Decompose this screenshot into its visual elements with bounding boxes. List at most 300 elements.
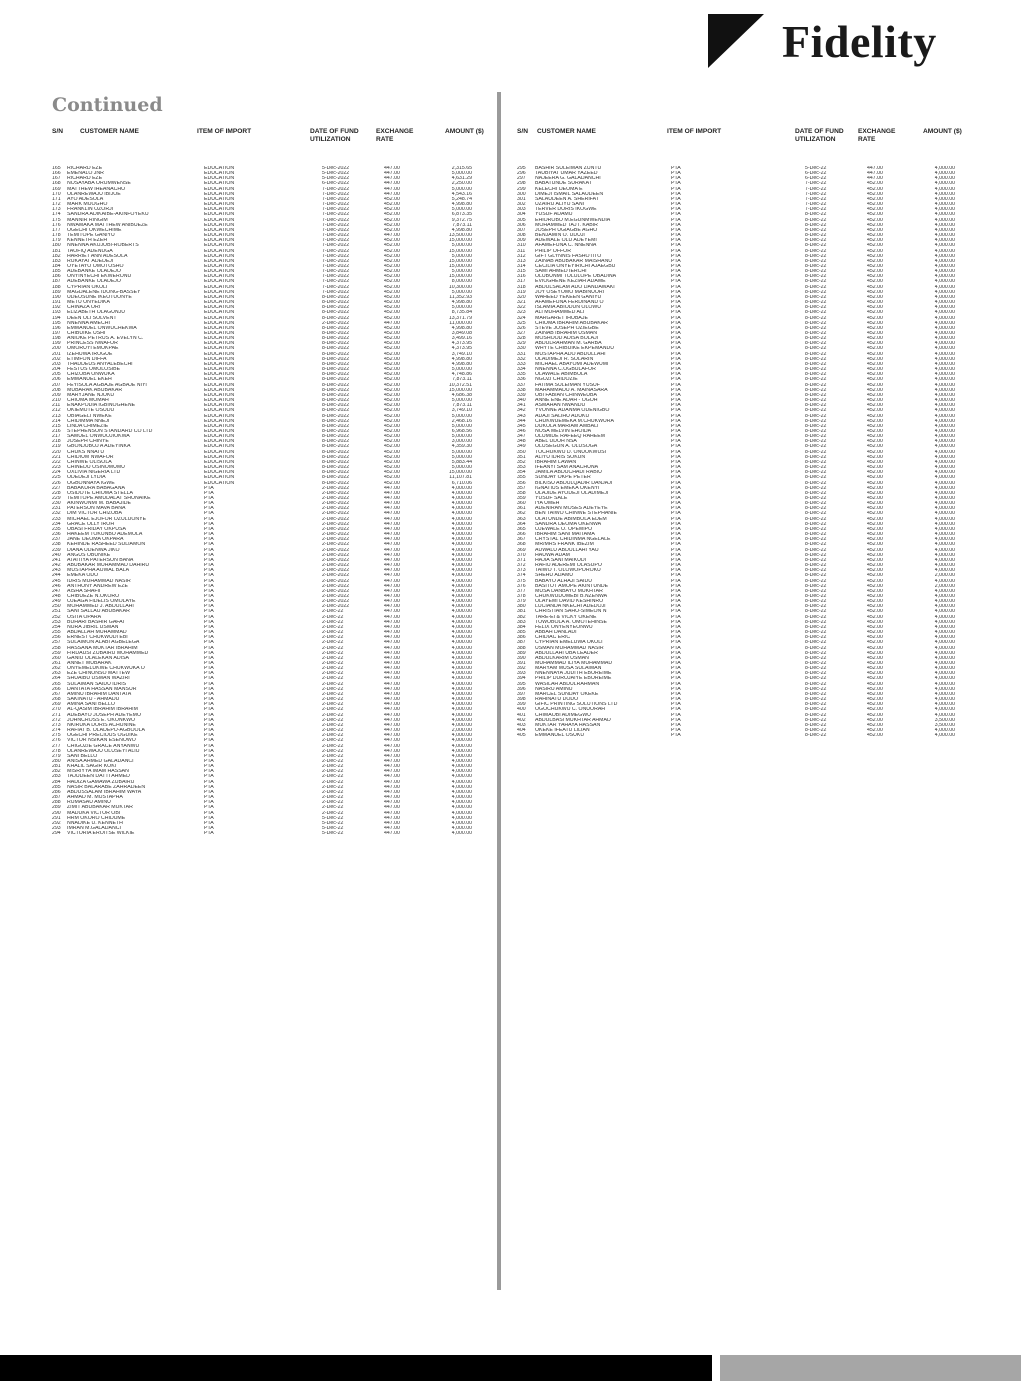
row-rate: 452.00 <box>867 392 883 398</box>
row-customer-name: HAKEEM TOKUNBO ADEMOLA <box>67 532 143 538</box>
row-sn: 167 <box>52 176 61 182</box>
row-rate: 452.00 <box>384 341 400 347</box>
row-date: 2-Dec-22 <box>322 619 344 625</box>
row-amount: 4,000.00 <box>451 800 472 806</box>
row-item: PTA <box>204 593 214 599</box>
row-amount: 4,998.80 <box>451 227 472 233</box>
row-date: 8-Dec-22 <box>805 661 827 666</box>
row-sn: 336 <box>517 377 526 383</box>
row-date: 2-Dec-22 <box>322 795 344 801</box>
row-customer-name: ADAJI SALIHU ADUKU <box>535 413 590 419</box>
row-date: 8-Dec-22 <box>805 671 827 677</box>
row-amount: 4,000.00 <box>451 599 472 605</box>
row-customer-name: RUMASAU AMINU <box>67 800 111 806</box>
row-date: 8-Dec-2022 <box>322 294 350 300</box>
row-rate: 447.00 <box>384 171 400 177</box>
row-amount: 4,998.80 <box>451 361 472 367</box>
row-item: PTA <box>204 661 214 666</box>
row-rate: 452.00 <box>867 377 883 383</box>
row-item: PTA <box>671 305 681 311</box>
row-rate: 452.00 <box>384 454 400 460</box>
row-rate: 452.00 <box>867 645 883 651</box>
row-amount: 4,000.00 <box>934 681 955 687</box>
row-customer-name: SHEHU ADAMU <box>535 573 574 579</box>
row-sn: 269 <box>52 702 61 708</box>
row-customer-name: SALAUDEEN A. SHERIFAT <box>535 196 599 202</box>
row-sn: 192 <box>52 305 61 311</box>
row-rate: 452.00 <box>867 222 883 228</box>
row-sn: 267 <box>52 691 61 697</box>
row-amount: 4,000.00 <box>934 697 955 703</box>
row-rate: 452.00 <box>867 217 883 223</box>
row-customer-name: IZEHUWA IROGUE <box>67 351 113 357</box>
row-rate: 447.00 <box>384 614 400 620</box>
table-header-right <box>517 126 962 166</box>
row-amount: 4,000.00 <box>451 722 472 728</box>
row-customer-name: MUSTAPHA ADO ABDULLAHI <box>535 351 606 357</box>
row-amount: 4,000.00 <box>934 258 955 264</box>
row-customer-name: HAJIA SANI MAIKUDI <box>535 557 587 563</box>
row-item: PTA <box>204 516 214 522</box>
row-item: PTA <box>204 490 214 496</box>
row-item: PTA <box>671 573 681 579</box>
row-date: 2-Dec-22 <box>322 686 344 692</box>
row-rate: 452.00 <box>867 341 883 347</box>
row-customer-name: ETIMFON DIFFA <box>67 356 107 362</box>
row-sn: 321 <box>517 300 526 306</box>
row-customer-name: JANE IJEOMA OKPARA <box>67 537 124 543</box>
row-amount: 4,000.00 <box>451 573 472 579</box>
row-customer-name: EMENALO JNR <box>67 171 104 177</box>
row-amount: 4,000.00 <box>934 563 955 569</box>
row-date: 8-Dec-22 <box>805 449 827 455</box>
row-sn: 174 <box>52 212 61 218</box>
row-item: EDUCATION <box>204 279 235 285</box>
row-amount: 4,000.00 <box>934 351 955 357</box>
row-item: PTA <box>671 686 681 692</box>
row-rate: 447.00 <box>384 738 400 744</box>
row-customer-name: DUKOLA MARIAM AMBALI <box>535 423 599 429</box>
footer-bar <box>0 1355 712 1381</box>
row-sn: 245 <box>52 578 61 584</box>
row-customer-name: NNADIKE U. KENNETH <box>67 820 123 826</box>
row-sn: 393 <box>517 671 526 677</box>
row-amount: 4,000.00 <box>934 263 955 269</box>
row-date: 5-Dec-22 <box>322 831 344 837</box>
row-amount: 4,000.00 <box>934 661 955 666</box>
row-customer-name: BASHIR SULEIMAN ZUNTU <box>535 166 602 171</box>
row-amount: 4,000.00 <box>934 516 955 522</box>
row-date: 8-Dec-2022 <box>322 372 350 378</box>
row-customer-name: AISHA SHAFII <box>67 588 101 594</box>
row-rate: 452.00 <box>384 459 400 465</box>
row-date: 2-Dec-2022 <box>322 521 350 527</box>
row-customer-name: ABEL UDOH NSA <box>535 439 577 445</box>
row-customer-name: WASILAH ABDULRAHMAN <box>535 681 600 687</box>
row-rate: 452.00 <box>867 294 883 300</box>
row-sn: 319 <box>517 289 526 295</box>
row-date: 8-Dec-22 <box>805 568 827 574</box>
row-date: 8-Dec-22 <box>805 691 827 697</box>
row-date: 8-Dec-22 <box>805 233 827 239</box>
row-date: 7-Dec-2022 <box>322 196 350 202</box>
row-customer-name: NURA JIBRIL USMAN <box>67 624 119 630</box>
row-amount: 4,000.00 <box>451 624 472 630</box>
row-customer-name: WAHEED YEKEEN GANIYU <box>535 294 602 300</box>
row-amount: 4,000.00 <box>451 578 472 584</box>
row-customer-name: ANNET MUBARAK <box>67 661 112 666</box>
row-date: 8-Dec-22 <box>805 702 827 708</box>
row-customer-name: HARRIET ANN ADESOLA <box>67 253 128 259</box>
row-sn: 293 <box>52 826 61 831</box>
row-customer-name: OLANREWAJU IBIJOE <box>67 191 121 197</box>
row-customer-name: IBRAHIM SANI MAITAMA <box>535 532 595 538</box>
row-amount: 4,000.00 <box>934 196 955 202</box>
row-date: 8-Dec-22 <box>805 253 827 259</box>
row-rate: 452.00 <box>867 691 883 697</box>
row-sn: 255 <box>52 630 61 636</box>
row-sn: 207 <box>52 382 61 388</box>
row-item: PTA <box>671 465 681 471</box>
row-item: PTA <box>671 666 681 672</box>
row-item: PTA <box>671 470 681 476</box>
row-sn: 225 <box>52 475 61 481</box>
row-item: EDUCATION <box>204 238 235 244</box>
row-sn: 180 <box>52 243 61 249</box>
row-date: 2-Dec-2022 <box>322 557 350 563</box>
row-customer-name: CHIMAOBI ADIMEGWU <box>535 712 591 718</box>
row-item: PTA <box>671 501 681 507</box>
row-item: PTA <box>204 810 214 816</box>
row-amount: 4,000.00 <box>451 769 472 775</box>
row-sn: 202 <box>52 356 61 362</box>
row-customer-name: SULAIMON ALABI AGBELEGA <box>67 640 140 646</box>
row-date: 7-Dec-2022 <box>322 253 350 259</box>
row-date: 2-Dec-22 <box>322 666 344 672</box>
row-sn: 179 <box>52 238 61 244</box>
row-item: PTA <box>671 253 681 259</box>
row-item: EDUCATION <box>204 181 235 187</box>
row-amount: 4,000.00 <box>934 320 955 326</box>
row-item: PTA <box>671 186 681 192</box>
row-item: PTA <box>204 563 214 569</box>
row-sn: 364 <box>517 521 526 527</box>
row-sn: 220 <box>52 449 61 455</box>
row-date: 2-Dec-2022 <box>322 485 350 491</box>
row-sn: 193 <box>52 310 61 316</box>
row-sn: 325 <box>517 320 526 326</box>
row-customer-name: TAOFIQ ADENUGA <box>67 248 113 254</box>
row-sn: 391 <box>517 661 526 666</box>
row-sn: 173 <box>52 207 61 213</box>
row-amount: 4,000.00 <box>451 619 472 625</box>
row-amount: 4,000.00 <box>451 537 472 543</box>
row-customer-name: GIFIC PRINTING SOLUTIONS LTD <box>535 702 618 708</box>
row-sn: 300 <box>517 191 526 197</box>
row-sn: 396 <box>517 686 526 692</box>
row-item: EDUCATION <box>204 331 235 336</box>
row-item: PTA <box>671 604 681 610</box>
row-rate: 452.00 <box>384 439 400 445</box>
row-item: EDUCATION <box>204 274 235 280</box>
row-date: 8-Dec-22 <box>805 676 827 682</box>
row-rate: 452.00 <box>867 537 883 543</box>
row-date: 8-Dec-22 <box>805 650 827 656</box>
row-sn: 216 <box>52 428 61 434</box>
row-rate: 452.00 <box>384 315 400 321</box>
row-date: 2-Dec-2022 <box>322 563 350 569</box>
row-amount: 10,372.51 <box>448 382 472 388</box>
row-amount: 4,000.00 <box>451 635 472 641</box>
row-customer-name: IGNATIUS EMEKA OKENYI <box>535 485 600 491</box>
row-customer-name: FESTUS OMOLOSIBE <box>67 367 121 373</box>
row-rate: 452.00 <box>867 676 883 682</box>
row-rate: 447.00 <box>384 712 400 718</box>
row-sn: 291 <box>52 815 61 821</box>
row-rate: 447.00 <box>384 676 400 682</box>
row-amount: 4,000.00 <box>934 676 955 682</box>
row-date: 8-Dec-22 <box>805 573 827 579</box>
row-date: 2-Dec-22 <box>322 728 344 734</box>
row-rate: 447.00 <box>384 728 400 734</box>
row-item: PTA <box>671 697 681 703</box>
row-date: 8-Dec-22 <box>805 635 827 641</box>
row-rate: 452.00 <box>867 650 883 656</box>
row-item: PTA <box>671 547 681 553</box>
row-amount: 13,500.00 <box>448 233 472 239</box>
row-sn: 232 <box>52 511 61 517</box>
row-date: 2-Dec-2022 <box>322 532 350 538</box>
row-customer-name: MOHAMMED TAJ I. KABIR <box>535 222 598 228</box>
row-sn: 359 <box>517 496 526 501</box>
row-date: 5-Dec-22 <box>805 166 827 171</box>
row-date: 8-Dec-22 <box>805 496 827 501</box>
table-header-left <box>52 126 484 166</box>
row-date: 8-Dec-22 <box>805 346 827 352</box>
row-customer-name: THADDEUS ANYALEBECHI <box>67 361 133 367</box>
row-item: PTA <box>204 526 214 532</box>
row-rate: 452.00 <box>384 449 400 455</box>
row-rate: 452.00 <box>867 202 883 208</box>
row-date: 2-Dec-2022 <box>322 588 350 594</box>
row-amount: 4,000.00 <box>934 666 955 672</box>
row-item: PTA <box>671 392 681 398</box>
row-rate: 447.00 <box>384 789 400 795</box>
row-item: PTA <box>671 191 681 197</box>
row-sn: 250 <box>52 604 61 610</box>
row-rate: 447.00 <box>384 650 400 656</box>
row-item: PTA <box>204 645 214 651</box>
row-date: 2-Dec-2022 <box>322 506 350 512</box>
row-rate: 447.00 <box>384 511 400 517</box>
row-amount: 4,000.00 <box>934 403 955 409</box>
row-item: PTA <box>204 728 214 734</box>
row-amount: 4,000.00 <box>934 599 955 605</box>
row-amount: 6,710.06 <box>451 480 472 486</box>
row-amount: 4,998.80 <box>451 202 472 208</box>
row-customer-name: ABDUSSALAM IBRAHIM WAYA <box>67 789 142 795</box>
row-sn: 334 <box>517 367 526 373</box>
row-item: EDUCATION <box>204 263 235 269</box>
row-customer-name: IDRIS MUHAMMAD NASIR <box>67 578 131 584</box>
row-sn: 182 <box>52 253 61 259</box>
row-rate: 447.00 <box>384 521 400 527</box>
row-sn: 244 <box>52 573 61 579</box>
row-date: 8-Dec-22 <box>805 351 827 357</box>
row-amount: 5,000.00 <box>451 207 472 213</box>
row-item: PTA <box>671 423 681 429</box>
row-amount: 4,000.00 <box>934 609 955 615</box>
row-amount: 4,000.00 <box>451 557 472 563</box>
row-rate: 447.00 <box>384 490 400 496</box>
section-heading: Continued <box>52 94 163 116</box>
row-date: 5-Dec-22 <box>322 826 344 831</box>
row-amount: 4,000.00 <box>934 501 955 507</box>
row-customer-name: FEYISOLA AGBAJE AGBAJE NIYI <box>67 382 147 388</box>
row-date: 2-Dec-2022 <box>322 542 350 548</box>
row-rate: 452.00 <box>867 557 883 563</box>
row-amount: 4,000.00 <box>934 542 955 548</box>
row-amount: 4,000.00 <box>934 346 955 352</box>
row-item: EDUCATION <box>204 294 235 300</box>
row-amount: 4,000.00 <box>451 691 472 697</box>
row-item: PTA <box>204 826 214 831</box>
row-item: PTA <box>671 568 681 574</box>
row-rate: 447.00 <box>384 666 400 672</box>
row-customer-name: MOSHOOD ADISA BOLAJI <box>535 336 599 342</box>
row-customer-name: TOCHUKWU D. ONUOKWUSI <box>535 449 607 455</box>
row-rate: 452.00 <box>384 243 400 249</box>
row-customer-name: IBRAHIM LAWAN <box>535 459 577 465</box>
row-date: 8-Dec-22 <box>805 526 827 532</box>
row-sn: 304 <box>517 212 526 218</box>
row-sn: 327 <box>517 331 526 336</box>
row-date: 8-Dec-22 <box>805 666 827 672</box>
row-sn: 253 <box>52 619 61 625</box>
row-rate: 452.00 <box>867 248 883 254</box>
row-date: 6-Dec-2022 <box>322 181 350 187</box>
row-customer-name: NNENNA AMECHI <box>67 320 110 326</box>
row-customer-name: STEVE JOSEPH OZIEGBE <box>535 325 599 331</box>
row-customer-name: UDEOSUNE IKEOTUONYE <box>67 294 132 300</box>
row-date: 8-Dec-2022 <box>322 382 350 388</box>
row-sn: 191 <box>52 300 61 306</box>
row-customer-name: NOSA MELVIN EHOIDA <box>535 428 592 434</box>
row-item: PTA <box>671 480 681 486</box>
row-rate: 452.00 <box>384 196 400 202</box>
row-customer-name: RUKAYAT ADEDEJI <box>67 258 114 264</box>
row-item: PTA <box>671 310 681 316</box>
row-rate: 452.00 <box>867 403 883 409</box>
row-rate: 447.00 <box>384 661 400 666</box>
row-date: 8-Dec-22 <box>805 387 827 393</box>
row-item: PTA <box>671 563 681 569</box>
row-rate: 452.00 <box>867 733 883 739</box>
row-amount: 4,000.00 <box>451 490 472 496</box>
row-sn: 308 <box>517 233 526 239</box>
row-customer-name: MICHAEL EJOFOR OZULUONYE <box>67 516 147 522</box>
row-customer-name: CRYSTAL CHIDINMA NGELALE <box>535 537 611 543</box>
row-sn: 213 <box>52 413 61 419</box>
row-date: 8-Dec-22 <box>805 459 827 465</box>
row-rate: 452.00 <box>867 361 883 367</box>
row-date: 2-Dec-22 <box>322 789 344 795</box>
row-customer-name: JOHNCROSS E. OKONKWO <box>67 717 136 723</box>
row-date: 7-Dec-2022 <box>322 289 350 295</box>
row-customer-name: EZE CHINONSO MATTEW <box>67 671 131 677</box>
row-amount: 4,000.00 <box>451 563 472 569</box>
row-amount: 4,000.00 <box>934 733 955 739</box>
column-divider <box>497 92 501 1290</box>
row-amount: 4,000.00 <box>451 526 472 532</box>
row-customer-name: OKIEMUTE OSUDU <box>67 408 115 414</box>
row-amount: 3,749.10 <box>451 351 472 357</box>
row-date: 7-Dec-22 <box>805 181 827 187</box>
row-sn: 258 <box>52 645 61 651</box>
row-item: EDUCATION <box>204 336 235 342</box>
row-customer-name: OLATUNDE ABIMBOLA EDEM <box>535 516 607 522</box>
row-customer-name: FIRDAUSI ZUBAIRU MOHAMMED <box>67 650 149 656</box>
row-customer-name: CHIDIAC ERIC <box>535 635 571 641</box>
row-item: EDUCATION <box>204 408 235 414</box>
row-rate: 447.00 <box>384 501 400 507</box>
row-rate: 452.00 <box>867 186 883 192</box>
row-amount: 4,000.00 <box>934 614 955 620</box>
row-amount: 4,000.00 <box>451 681 472 687</box>
row-sn: 386 <box>517 635 526 641</box>
row-date: 8-Dec-2022 <box>322 356 350 362</box>
row-sn: 224 <box>52 470 61 476</box>
row-rate: 447.00 <box>384 563 400 569</box>
row-item: PTA <box>671 315 681 321</box>
row-item: PTA <box>671 434 681 440</box>
row-date: 2-Dec-22 <box>322 614 344 620</box>
row-date: 8-Dec-2022 <box>322 434 350 440</box>
row-date: 8-Dec-2022 <box>322 398 350 404</box>
row-date: 8-Dec-2022 <box>322 428 350 434</box>
row-amount: 4,000.00 <box>934 243 955 249</box>
row-customer-name: SAKINATU - AHMADU <box>67 697 120 703</box>
row-date: 8-Dec-22 <box>805 532 827 538</box>
row-item: PTA <box>204 671 214 677</box>
row-amount: 4,000.00 <box>451 815 472 821</box>
row-date: 8-Dec-22 <box>805 377 827 383</box>
row-rate: 447.00 <box>384 779 400 785</box>
row-sn: 324 <box>517 315 526 321</box>
row-amount: 4,000.00 <box>934 537 955 543</box>
row-item: PTA <box>204 501 214 507</box>
row-sn: 274 <box>52 728 61 734</box>
row-item: PTA <box>671 418 681 424</box>
row-sn: 289 <box>52 805 61 811</box>
row-item: EDUCATION <box>204 480 235 486</box>
row-item: PTA <box>671 526 681 532</box>
row-customer-name: SHUAIBU USMAN WAZIRI <box>67 676 130 682</box>
row-item: PTA <box>671 717 681 723</box>
row-amount: 5,000.00 <box>451 465 472 471</box>
row-customer-name: CHIDIMMA NNEJI <box>67 418 110 424</box>
row-rate: 452.00 <box>867 552 883 558</box>
row-date: 8-Dec-22 <box>805 712 827 718</box>
row-rate: 452.00 <box>384 377 400 383</box>
row-rate: 452.00 <box>867 300 883 306</box>
row-sn: 402 <box>517 717 526 723</box>
row-sn: 361 <box>517 506 526 512</box>
row-item: PTA <box>671 382 681 388</box>
row-amount: 5,000.00 <box>451 253 472 259</box>
row-rate: 447.00 <box>384 599 400 605</box>
row-rate: 452.00 <box>867 630 883 636</box>
